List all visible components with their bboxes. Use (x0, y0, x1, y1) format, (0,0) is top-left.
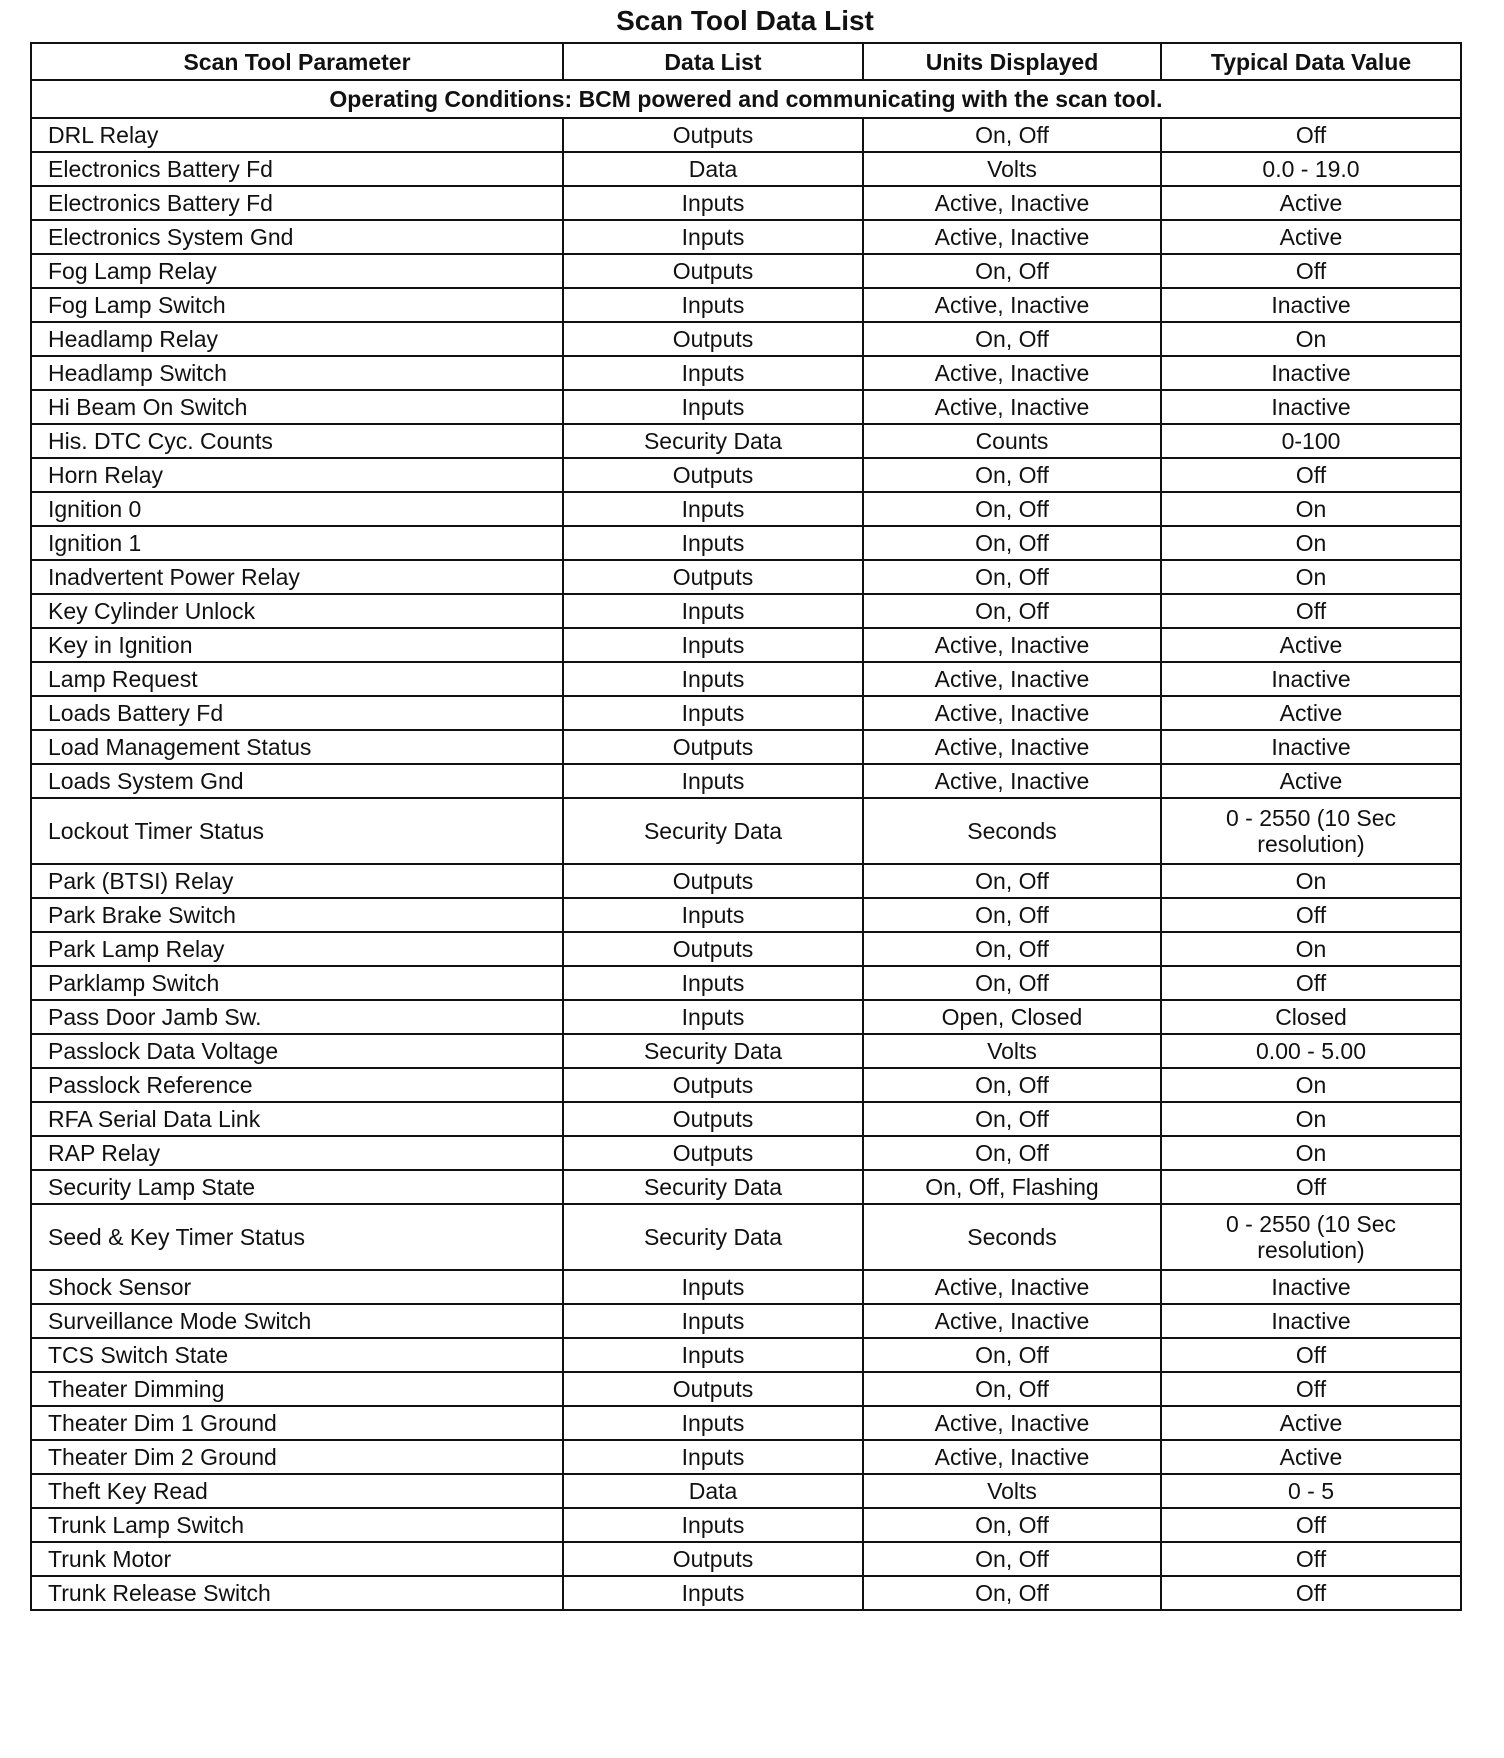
cell-parameter: Electronics Battery Fd (31, 186, 563, 220)
cell-typical-value: Active (1161, 1406, 1461, 1440)
cell-typical-value: Off (1161, 1338, 1461, 1372)
cell-data-list: Inputs (563, 220, 863, 254)
cell-parameter: Key Cylinder Unlock (31, 594, 563, 628)
cell-parameter: Theater Dimming (31, 1372, 563, 1406)
cell-data-list: Inputs (563, 288, 863, 322)
header-scan-tool-parameter: Scan Tool Parameter (31, 43, 563, 80)
table-row (31, 254, 1461, 288)
cell-data-list: Outputs (563, 254, 863, 288)
cell-parameter: Trunk Lamp Switch (31, 1508, 563, 1542)
cell-typical-value: 0 - 2550 (10 Sec resolution) (1161, 798, 1461, 864)
cell-parameter: Lockout Timer Status (31, 798, 563, 864)
table-row (31, 1170, 1461, 1204)
cell-units: Seconds (863, 1204, 1161, 1270)
cell-parameter: Loads Battery Fd (31, 696, 563, 730)
cell-parameter: Fog Lamp Switch (31, 288, 563, 322)
cell-units: On, Off (863, 1102, 1161, 1136)
cell-typical-value: 0 - 2550 (10 Sec resolution) (1161, 1204, 1461, 1270)
cell-parameter: Passlock Data Voltage (31, 1034, 563, 1068)
cell-units: On, Off (863, 492, 1161, 526)
cell-typical-value: Inactive (1161, 730, 1461, 764)
cell-typical-value: 0-100 (1161, 424, 1461, 458)
cell-data-list: Inputs (563, 628, 863, 662)
cell-data-list: Inputs (563, 186, 863, 220)
table-row (31, 526, 1461, 560)
cell-typical-value: On (1161, 1102, 1461, 1136)
cell-typical-value: On (1161, 560, 1461, 594)
cell-data-list: Outputs (563, 932, 863, 966)
cell-units: On, Off (863, 1136, 1161, 1170)
cell-data-list: Security Data (563, 1170, 863, 1204)
cell-data-list: Inputs (563, 898, 863, 932)
table-row (31, 424, 1461, 458)
cell-typical-value: 0 - 5 (1161, 1474, 1461, 1508)
cell-units: On, Off, Flashing (863, 1170, 1161, 1204)
cell-data-list: Inputs (563, 966, 863, 1000)
cell-data-list: Outputs (563, 118, 863, 152)
cell-parameter: Fog Lamp Relay (31, 254, 563, 288)
cell-data-list: Inputs (563, 1000, 863, 1034)
page-title: Scan Tool Data List (616, 5, 874, 36)
cell-units: On, Off (863, 118, 1161, 152)
table-row (31, 1102, 1461, 1136)
cell-units: Active, Inactive (863, 696, 1161, 730)
table-row (31, 322, 1461, 356)
cell-typical-value: Off (1161, 118, 1461, 152)
cell-data-list: Inputs (563, 1304, 863, 1338)
table-row (31, 898, 1461, 932)
table-row (31, 458, 1461, 492)
cell-typical-value: Active (1161, 1440, 1461, 1474)
cell-units: On, Off (863, 932, 1161, 966)
cell-typical-value: On (1161, 864, 1461, 898)
cell-units: Active, Inactive (863, 288, 1161, 322)
cell-parameter: Park Brake Switch (31, 898, 563, 932)
table-row (31, 1270, 1461, 1304)
table-row (31, 220, 1461, 254)
table-row (31, 1576, 1461, 1610)
cell-parameter: RFA Serial Data Link (31, 1102, 563, 1136)
cell-parameter: Loads System Gnd (31, 764, 563, 798)
cell-data-list: Inputs (563, 356, 863, 390)
cell-typical-value: Active (1161, 764, 1461, 798)
table-row (31, 1204, 1461, 1270)
cell-units: Active, Inactive (863, 764, 1161, 798)
table-row (31, 1304, 1461, 1338)
cell-units: Active, Inactive (863, 628, 1161, 662)
cell-typical-value: Off (1161, 254, 1461, 288)
cell-data-list: Outputs (563, 1542, 863, 1576)
cell-data-list: Inputs (563, 1508, 863, 1542)
cell-units: Seconds (863, 798, 1161, 864)
cell-typical-value: On (1161, 1068, 1461, 1102)
cell-typical-value: 0.0 - 19.0 (1161, 152, 1461, 186)
cell-parameter: RAP Relay (31, 1136, 563, 1170)
cell-parameter: Security Lamp State (31, 1170, 563, 1204)
cell-units: On, Off (863, 322, 1161, 356)
cell-parameter: Parklamp Switch (31, 966, 563, 1000)
table-row (31, 560, 1461, 594)
cell-data-list: Inputs (563, 492, 863, 526)
table-row (31, 864, 1461, 898)
cell-typical-value: Off (1161, 1542, 1461, 1576)
table-row (31, 932, 1461, 966)
cell-data-list: Inputs (563, 1576, 863, 1610)
cell-parameter: Theft Key Read (31, 1474, 563, 1508)
table-row (31, 662, 1461, 696)
cell-data-list: Outputs (563, 730, 863, 764)
cell-data-list: Outputs (563, 458, 863, 492)
cell-typical-value: Off (1161, 1508, 1461, 1542)
cell-typical-value: Active (1161, 220, 1461, 254)
cell-data-list: Inputs (563, 764, 863, 798)
cell-typical-value: Off (1161, 1372, 1461, 1406)
cell-parameter: Inadvertent Power Relay (31, 560, 563, 594)
cell-data-list: Inputs (563, 1338, 863, 1372)
cell-data-list: Inputs (563, 1270, 863, 1304)
cell-data-list: Data (563, 1474, 863, 1508)
table-row (31, 1000, 1461, 1034)
table-row (31, 966, 1461, 1000)
cell-parameter: Lamp Request (31, 662, 563, 696)
cell-data-list: Outputs (563, 322, 863, 356)
cell-typical-value: Active (1161, 628, 1461, 662)
table-row (31, 730, 1461, 764)
table-row (31, 1338, 1461, 1372)
cell-parameter: Park Lamp Relay (31, 932, 563, 966)
cell-units: On, Off (863, 1508, 1161, 1542)
cell-data-list: Inputs (563, 390, 863, 424)
cell-units: Volts (863, 1034, 1161, 1068)
cell-typical-value: Inactive (1161, 390, 1461, 424)
table-row (31, 390, 1461, 424)
table-row (31, 798, 1461, 864)
cell-units: Active, Inactive (863, 662, 1161, 696)
header-data-list: Data List (563, 43, 863, 80)
header-typical-data-value: Typical Data Value (1161, 43, 1461, 80)
cell-typical-value: On (1161, 492, 1461, 526)
table-row (31, 288, 1461, 322)
table-row (31, 594, 1461, 628)
cell-units: Active, Inactive (863, 1304, 1161, 1338)
cell-units: Volts (863, 1474, 1161, 1508)
cell-parameter: Park (BTSI) Relay (31, 864, 563, 898)
table-row (31, 1508, 1461, 1542)
table-row (31, 628, 1461, 662)
cell-parameter: Electronics Battery Fd (31, 152, 563, 186)
cell-parameter: Pass Door Jamb Sw. (31, 1000, 563, 1034)
cell-typical-value: On (1161, 526, 1461, 560)
cell-data-list: Security Data (563, 424, 863, 458)
cell-data-list: Outputs (563, 1102, 863, 1136)
cell-parameter: Ignition 1 (31, 526, 563, 560)
cell-typical-value: On (1161, 932, 1461, 966)
cell-units: Open, Closed (863, 1000, 1161, 1034)
cell-typical-value: Inactive (1161, 288, 1461, 322)
cell-parameter: Ignition 0 (31, 492, 563, 526)
cell-units: On, Off (863, 898, 1161, 932)
cell-parameter: Theater Dim 1 Ground (31, 1406, 563, 1440)
cell-units: Active, Inactive (863, 1440, 1161, 1474)
cell-typical-value: Off (1161, 966, 1461, 1000)
table-row (31, 1474, 1461, 1508)
cell-typical-value: Off (1161, 458, 1461, 492)
cell-data-list: Inputs (563, 1440, 863, 1474)
cell-typical-value: Active (1161, 186, 1461, 220)
cell-units: Active, Inactive (863, 220, 1161, 254)
header-units-displayed: Units Displayed (863, 43, 1161, 80)
table-row (31, 1406, 1461, 1440)
cell-units: On, Off (863, 594, 1161, 628)
cell-parameter: Electronics System Gnd (31, 220, 563, 254)
cell-typical-value: Active (1161, 696, 1461, 730)
operating-conditions-row (31, 80, 1461, 118)
cell-parameter: Key in Ignition (31, 628, 563, 662)
cell-units: Active, Inactive (863, 730, 1161, 764)
table-row (31, 1068, 1461, 1102)
cell-typical-value: Inactive (1161, 356, 1461, 390)
cell-typical-value: Off (1161, 1576, 1461, 1610)
table-row (31, 118, 1461, 152)
table-row (31, 696, 1461, 730)
cell-units: On, Off (863, 254, 1161, 288)
cell-typical-value: Off (1161, 898, 1461, 932)
cell-parameter: His. DTC Cyc. Counts (31, 424, 563, 458)
table-row (31, 1034, 1461, 1068)
table-header-row (31, 43, 1461, 80)
cell-data-list: Outputs (563, 864, 863, 898)
operating-conditions: Operating Conditions: BCM powered and communicating with the scan tool. (31, 80, 1461, 118)
cell-units: On, Off (863, 526, 1161, 560)
cell-typical-value: Inactive (1161, 1270, 1461, 1304)
cell-data-list: Security Data (563, 798, 863, 864)
table-row (31, 152, 1461, 186)
cell-parameter: Hi Beam On Switch (31, 390, 563, 424)
cell-typical-value: Inactive (1161, 1304, 1461, 1338)
cell-units: On, Off (863, 1576, 1161, 1610)
cell-data-list: Inputs (563, 526, 863, 560)
cell-data-list: Inputs (563, 696, 863, 730)
cell-units: On, Off (863, 1372, 1161, 1406)
cell-parameter: Surveillance Mode Switch (31, 1304, 563, 1338)
cell-data-list: Outputs (563, 1372, 863, 1406)
cell-parameter: Load Management Status (31, 730, 563, 764)
cell-units: On, Off (863, 1542, 1161, 1576)
cell-parameter: Headlamp Relay (31, 322, 563, 356)
cell-units: Active, Inactive (863, 390, 1161, 424)
cell-units: On, Off (863, 864, 1161, 898)
scan-tool-data-table (30, 42, 1462, 1611)
cell-units: Counts (863, 424, 1161, 458)
cell-data-list: Outputs (563, 1136, 863, 1170)
cell-data-list: Inputs (563, 594, 863, 628)
cell-typical-value: Off (1161, 594, 1461, 628)
cell-parameter: DRL Relay (31, 118, 563, 152)
cell-typical-value: Inactive (1161, 662, 1461, 696)
cell-data-list: Inputs (563, 1406, 863, 1440)
cell-units: On, Off (863, 1068, 1161, 1102)
cell-data-list: Security Data (563, 1034, 863, 1068)
cell-parameter: Trunk Motor (31, 1542, 563, 1576)
table-row (31, 1372, 1461, 1406)
table-row (31, 1136, 1461, 1170)
cell-units: Active, Inactive (863, 1270, 1161, 1304)
cell-units: On, Off (863, 560, 1161, 594)
table-row (31, 186, 1461, 220)
cell-data-list: Outputs (563, 1068, 863, 1102)
cell-parameter: Passlock Reference (31, 1068, 563, 1102)
cell-parameter: Headlamp Switch (31, 356, 563, 390)
cell-typical-value: 0.00 - 5.00 (1161, 1034, 1461, 1068)
cell-parameter: Seed & Key Timer Status (31, 1204, 563, 1270)
table-row (31, 356, 1461, 390)
cell-typical-value: On (1161, 1136, 1461, 1170)
cell-typical-value: Closed (1161, 1000, 1461, 1034)
cell-data-list: Inputs (563, 662, 863, 696)
table-row (31, 492, 1461, 526)
cell-units: Active, Inactive (863, 1406, 1161, 1440)
cell-parameter: Theater Dim 2 Ground (31, 1440, 563, 1474)
cell-units: On, Off (863, 966, 1161, 1000)
cell-units: Volts (863, 152, 1161, 186)
table-row (31, 1440, 1461, 1474)
cell-parameter: Horn Relay (31, 458, 563, 492)
cell-units: Active, Inactive (863, 186, 1161, 220)
cell-typical-value: Off (1161, 1170, 1461, 1204)
table-row (31, 1542, 1461, 1576)
cell-units: On, Off (863, 1338, 1161, 1372)
cell-data-list: Data (563, 152, 863, 186)
cell-typical-value: On (1161, 322, 1461, 356)
cell-parameter: Trunk Release Switch (31, 1576, 563, 1610)
cell-units: Active, Inactive (863, 356, 1161, 390)
cell-data-list: Security Data (563, 1204, 863, 1270)
cell-parameter: TCS Switch State (31, 1338, 563, 1372)
cell-parameter: Shock Sensor (31, 1270, 563, 1304)
cell-units: On, Off (863, 458, 1161, 492)
cell-data-list: Outputs (563, 560, 863, 594)
table-row (31, 764, 1461, 798)
